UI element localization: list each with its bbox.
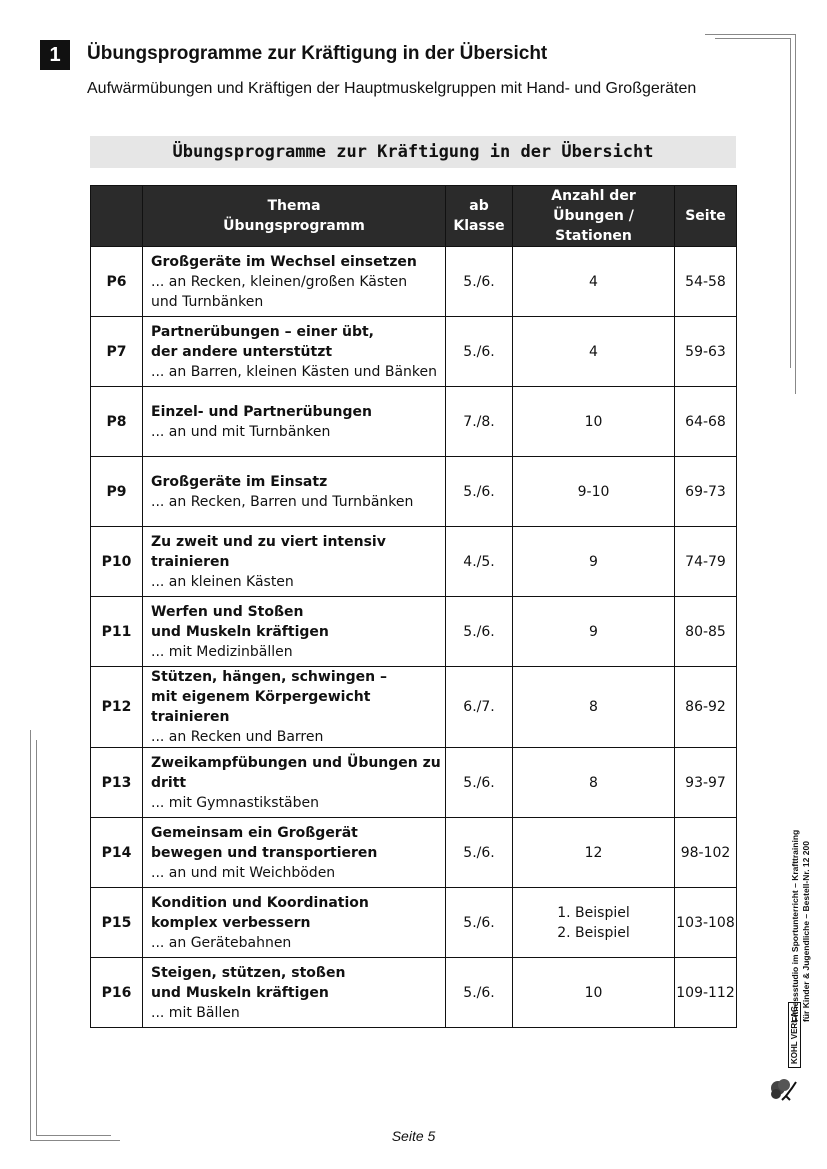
program-thema [143, 317, 446, 387]
frame-line-top-2 [715, 38, 790, 39]
thema-detail: ... an kleinen Kästen [151, 573, 294, 590]
thema-detail: ... an Recken, Barren und Turnbänken [151, 493, 414, 510]
header-anzahl: Anzahl der Übungen / Stationen [513, 186, 675, 247]
thema-detail: ... an Barren, kleinen Kästen und Bänken [151, 363, 438, 380]
thema-title: Großgeräte im Wechsel einsetzen [151, 253, 417, 270]
table-row [91, 818, 737, 888]
thema-title: Partnerübungen – einer übt, der andere unterstützt [151, 323, 374, 360]
table-row [91, 457, 737, 527]
program-id: P9 [91, 457, 143, 527]
program-klasse: 5./6. [446, 457, 513, 527]
page-number: Seite 5 [391, 1128, 436, 1144]
thema-detail: ... an Gerätebahnen [151, 934, 292, 951]
program-thema [143, 958, 446, 1028]
chapter-number: 1 [40, 40, 70, 70]
program-overview-table [90, 185, 737, 1028]
program-klasse: 7./8. [446, 387, 513, 457]
thema-detail: ... mit Gymnastikstäben [151, 794, 320, 811]
table-header-row [91, 186, 737, 247]
program-klasse: 4./5. [446, 527, 513, 597]
table-row [91, 247, 737, 317]
side-publication-info [790, 792, 812, 1022]
program-thema [143, 667, 446, 748]
program-seite: 64-68 [675, 387, 737, 457]
program-id: P13 [91, 748, 143, 818]
table-row [91, 527, 737, 597]
program-thema [143, 387, 446, 457]
thema-title: Gemeinsam ein Großgerät bewegen und transportieren [151, 824, 378, 861]
program-klasse: 5./6. [446, 597, 513, 667]
frame-line-left-2 [36, 740, 37, 1135]
program-thema [143, 457, 446, 527]
program-thema [143, 597, 446, 667]
program-anzahl: 9 [513, 527, 675, 597]
program-seite: 59-63 [675, 317, 737, 387]
table-row [91, 317, 737, 387]
table-row [91, 958, 737, 1028]
program-seite: 74-79 [675, 527, 737, 597]
header-id [91, 186, 143, 247]
table-row [91, 387, 737, 457]
program-id: P16 [91, 958, 143, 1028]
program-anzahl: 4 [513, 317, 675, 387]
program-seite: 80-85 [675, 597, 737, 667]
thema-title: Steigen, stützen, stoßen und Muskeln kräftigen [151, 964, 346, 1001]
program-anzahl: 8 [513, 748, 675, 818]
program-seite: 109-112 [675, 958, 737, 1028]
thema-title: Kondition und Koordination komplex verbessern [151, 894, 369, 931]
table-row [91, 597, 737, 667]
page-title: Übungsprogramme zur Kräftigung in der Übersicht [87, 43, 548, 64]
thema-title: Werfen und Stoßen und Muskeln kräftigen [151, 603, 329, 640]
tree-logo-icon [768, 1074, 802, 1104]
program-klasse: 5./6. [446, 888, 513, 958]
program-anzahl: 1. Beispiel 2. Beispiel [513, 888, 675, 958]
thema-title: Großgeräte im Einsatz [151, 473, 328, 490]
frame-line-left [30, 730, 31, 1140]
program-seite: 98-102 [675, 818, 737, 888]
page-subtitle: Aufwärmübungen und Kräftigen der Hauptmuskelgruppen mit Hand- und Großgeräten [87, 80, 697, 97]
table-row [91, 748, 737, 818]
frame-line-right-2 [790, 38, 791, 368]
thema-title: Zweikampfübungen und Übungen zu dritt [151, 754, 441, 791]
program-seite: 103-108 [675, 888, 737, 958]
thema-detail: ... an und mit Weichböden [151, 864, 336, 881]
thema-title: Stützen, hängen, schwingen – mit eigenem Körpergewicht trainieren [151, 669, 387, 725]
frame-line-right [795, 34, 796, 394]
program-seite: 54-58 [675, 247, 737, 317]
program-thema [143, 888, 446, 958]
thema-title: Zu zweit und zu viert intensiv trainieren [151, 533, 386, 570]
program-klasse: 5./6. [446, 317, 513, 387]
program-klasse: 5./6. [446, 247, 513, 317]
program-seite: 93-97 [675, 748, 737, 818]
table-row [91, 667, 737, 748]
program-id: P6 [91, 247, 143, 317]
program-id: P10 [91, 527, 143, 597]
program-klasse: 6./7. [446, 667, 513, 748]
table-heading: Übungsprogramme zur Kräftigung in der Übersicht [90, 136, 736, 168]
publisher-logo: KOHL VERLAG [788, 1002, 801, 1068]
program-klasse: 5./6. [446, 748, 513, 818]
program-id: P15 [91, 888, 143, 958]
program-anzahl: 10 [513, 958, 675, 1028]
program-seite: 69-73 [675, 457, 737, 527]
thema-detail: ... mit Medizinbällen [151, 643, 293, 660]
program-thema [143, 247, 446, 317]
header-thema: Thema Übungsprogramm [143, 186, 446, 247]
program-anzahl: 12 [513, 818, 675, 888]
program-seite: 86-92 [675, 667, 737, 748]
program-id: P11 [91, 597, 143, 667]
program-anzahl: 9 [513, 597, 675, 667]
program-thema [143, 527, 446, 597]
program-anzahl: 4 [513, 247, 675, 317]
header-seite: Seite [675, 186, 737, 247]
thema-detail: ... an und mit Turnbänken [151, 423, 331, 440]
program-id: P12 [91, 667, 143, 748]
side-info-line-1: Fitnessstudio im Sportunterricht – Krafttraining [790, 829, 800, 1022]
program-anzahl: 8 [513, 667, 675, 748]
program-id: P14 [91, 818, 143, 888]
program-thema [143, 748, 446, 818]
program-id: P7 [91, 317, 143, 387]
side-info-line-2: für Kinder & Jugendliche – Bestell-Nr. 12 200 [801, 841, 811, 1022]
frame-line-top [705, 34, 795, 35]
program-anzahl: 9-10 [513, 457, 675, 527]
program-thema [143, 818, 446, 888]
thema-detail: ... mit Bällen [151, 1004, 240, 1021]
program-anzahl: 10 [513, 387, 675, 457]
thema-detail: ... an Recken und Barren [151, 729, 324, 745]
thema-title: Einzel- und Partnerübungen [151, 403, 372, 420]
table-row [91, 888, 737, 958]
program-klasse: 5./6. [446, 958, 513, 1028]
program-klasse: 5./6. [446, 818, 513, 888]
thema-detail: ... an Recken, kleinen/großen Kästen und Turnbänken [151, 273, 408, 310]
header-klasse: ab Klasse [446, 186, 513, 247]
program-id: P8 [91, 387, 143, 457]
